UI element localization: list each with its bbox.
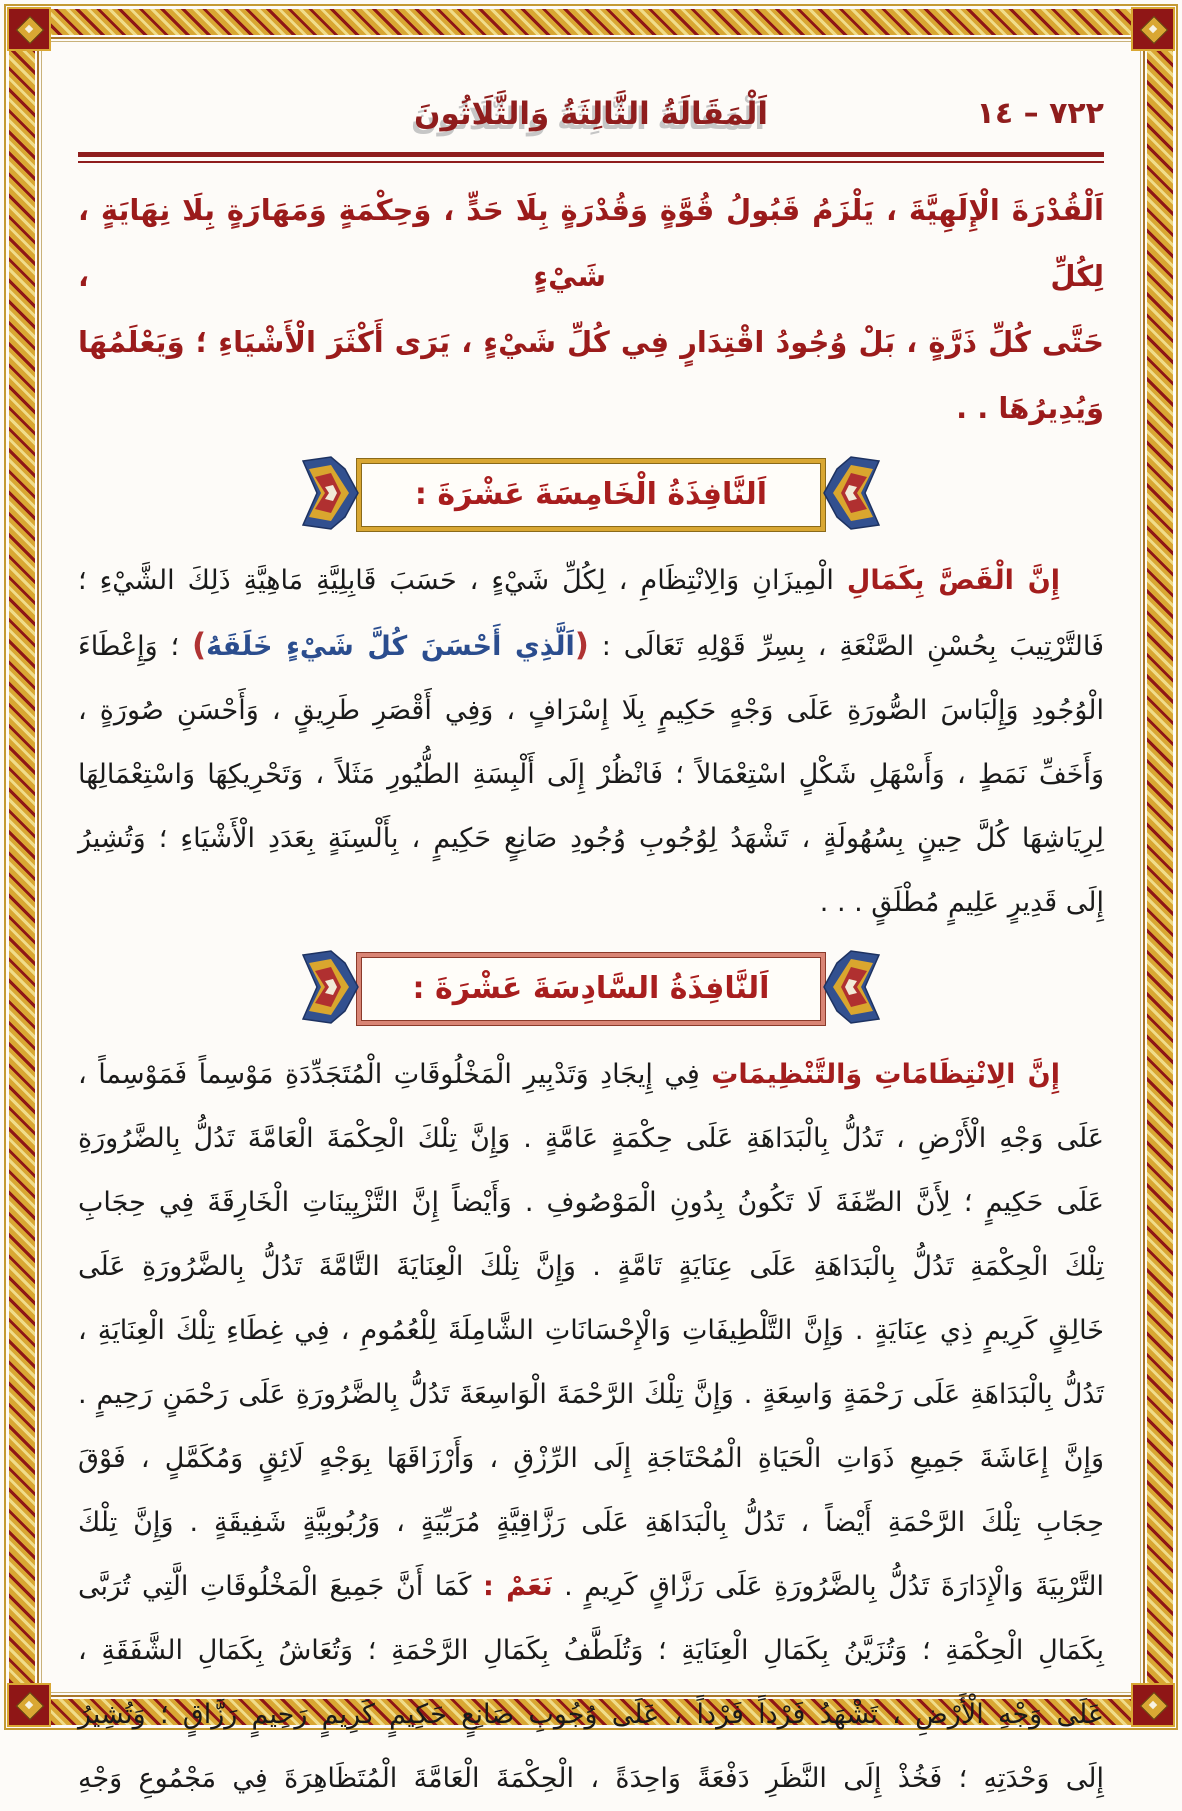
text-line xyxy=(78,807,1104,871)
window-15-title: اَلنَّافِذَةُ الْخَامِسَةَ عَشْرَةَ : xyxy=(414,477,768,512)
border-corner-medallion xyxy=(1131,7,1175,51)
text-line xyxy=(78,177,1104,309)
window-16-title: اَلنَّافِذَةُ السَّادِسَةَ عَشْرَةَ : xyxy=(412,971,770,1006)
text-segment-red: نَعَمْ : xyxy=(482,1571,553,1602)
text-line xyxy=(78,1171,1104,1235)
window-ornament-left-icon xyxy=(823,455,881,535)
text-segment-normal: فِي إِيجَادِ وَتَدْبِيرِ الْمَخْلُوقَاتِ الْمُتَجَدِّدَةِ مَوْسِماً فَمَوْسِماً ، xyxy=(78,1059,712,1090)
window-ornament-left-icon xyxy=(823,949,881,1029)
text-segment-red: إِنَّ الْقَصَّ بِكَمَالِ xyxy=(846,565,1060,596)
text-segment-normal: إِلَى وَحْدَتِهِ ؛ فَخُذْ إِلَى النَّظَرِ دَفْعَةً وَاحِدَةً ، الْحِكْمَةَ الْعَامَّةَ الْمُتَظَاهِرَةَ فِي مَجْمُوعِ وَجْهِ xyxy=(78,1763,1104,1794)
text-segment-normal: فَالتَّرْتِيبَ بِحُسْنِ الصَّنْعَةِ ، بِسِرِّ قَوْلِهِ تَعَالَى : xyxy=(588,631,1104,662)
text-segment-normal: عَلَى حَكِيمٍ ؛ لِأَنَّ الصِّفَةَ لَا تَكُونُ بِدُونِ الْمَوْصُوفِ . وَأَيْضاً إِنَّ التَّزْيِينَاتِ الْخَارِقَةَ فِي حِجَابِ xyxy=(78,1187,1104,1218)
text-line xyxy=(78,871,1104,935)
page-title: اَلْمَقَالَةُ الثَّالِثَةُ وَالثَّلَاثُونَ xyxy=(414,96,768,132)
text-segment-normal: وَأَخَفِّ نَمَطٍ ، وَأَسْهَلِ شَكْلٍ اسْتِعْمَالاً ؛ فَانْظُرْ إِلَى أَلْبِسَةِ الطُّيُورِ مَثَلاً ، وَتَحْرِيكِهَا وَاسْتِعْمَالِهَا xyxy=(78,759,1104,790)
intro-paragraph xyxy=(78,177,1104,441)
header-double-rule xyxy=(78,152,1104,163)
border-corner-medallion xyxy=(7,7,51,51)
border-corner-medallion xyxy=(7,1683,51,1727)
text-segment-normal: تَدُلُّ بِالْبَدَاهَةِ عَلَى رَحْمَةٍ وَاسِعَةٍ . وَإِنَّ تِلْكَ الرَّحْمَةَ الْوَاسِعَةَ تَدُلُّ بِالضَّرُورَةِ عَلَى رَحْمَنٍ رَحِيمٍ . xyxy=(78,1379,1104,1410)
text-line xyxy=(78,309,1104,441)
window-15-box xyxy=(356,458,826,532)
text-line xyxy=(78,1427,1104,1491)
window-15-paragraph xyxy=(78,549,1104,935)
text-segment-normal: التَّرْبِيَةَ وَالْإِدَارَةَ تَدُلُّ بِالضَّرُورَةِ عَلَى رَزَّاقٍ كَرِيمٍ . xyxy=(552,1571,1104,1602)
text-line xyxy=(78,1619,1104,1683)
text-segment-normal: اَلْقُدْرَةَ الْإِلَهِيَّةَ ، يَلْزَمُ قَبُولُ قُوَّةٍ وَقُدْرَةٍ بِلَا حَدٍّ ، وَحِكْمَةٍ وَمَهَارَةٍ بِلَا نِهَايَةٍ ، لِكُلِّ شَيْءٍ ، xyxy=(78,193,1104,293)
text-line xyxy=(78,1683,1104,1747)
window-16-box xyxy=(356,952,826,1026)
text-segment-normal: خَالِقٍ كَرِيمٍ ذِي عِنَايَةٍ . وَإِنَّ التَّلْطِيفَاتِ وَالْإِحْسَانَاتِ الشَّامِلَةَ لِلْعُمُومِ ، فِي غِطَاءِ تِلْكَ الْعِنَايَةِ ، xyxy=(78,1315,1104,1346)
text-line xyxy=(78,1299,1104,1363)
text-segment-normal: ؛ وَإِعْطَاءَ xyxy=(78,631,192,662)
text-segment-normal: تِلْكَ الْحِكْمَةِ تَدُلُّ بِالْبَدَاهَةِ عَلَى عِنَايَةٍ تَامَّةٍ . وَإِنَّ تِلْكَ الْعِنَايَةَ التَّامَّةَ تَدُلُّ بِالضَّرُورَةِ عَلَى xyxy=(78,1251,1104,1282)
window-16-paragraph xyxy=(78,1043,1104,1811)
window-ornament-right-icon xyxy=(301,455,359,535)
text-line xyxy=(78,1043,1104,1107)
text-line xyxy=(78,549,1104,613)
text-line xyxy=(78,1747,1104,1811)
text-segment-quran: اَلَّذِي أَحْسَنَ كُلَّ شَيْءٍ خَلَقَهُ xyxy=(206,631,575,662)
text-segment-normal: إِلَى قَدِيرٍ عَلِيمٍ مُطْلَقٍ . . . xyxy=(819,887,1104,918)
text-segment-normal: الْوُجُودِ وَإِلْبَاسَ الصُّورَةِ عَلَى وَجْهٍ حَكِيمٍ بِلَا إِسْرَافٍ ، وَفِي أَقْصَرِ طَرِيقٍ ، وَأَحْسَنِ صُورَةٍ ، xyxy=(78,695,1104,726)
page-number: ٧٢٢ – ١٤ xyxy=(976,96,1104,131)
text-segment-normal: حَتَّى كُلِّ ذَرَّةٍ ، بَلْ وُجُودُ اقْتِدَارٍ فِي كُلِّ شَيْءٍ ، يَرَى أَكْثَرَ الْأَشْيَاءِ ؛ وَيَعْلَمُهَا وَيُدِيرُهَا . . xyxy=(78,325,1104,425)
text-line xyxy=(78,743,1104,807)
text-segment-normal: عَلَى وَجْهِ الْأَرْضِ ، تَشْهَدُ فَرْداً فَرْداً ، عَلَى وُجُوبِ صَانِعٍ حَكِيمٍ كَرِيمٍ رَحِيمٍ رَزَّاقٍ ؛ وَتُشِيرُ xyxy=(78,1699,1104,1730)
page-content xyxy=(78,82,1104,1794)
window-15-title-box xyxy=(78,445,1104,545)
text-line xyxy=(78,679,1104,743)
page-header xyxy=(78,82,1104,146)
window-16-title-box xyxy=(78,939,1104,1039)
text-segment-normal: الْمِيزَانِ وَالِانْتِظَامِ ، لِكُلِّ شَيْءٍ ، حَسَبَ قَابِلِيَّةِ مَاهِيَّةِ ذَلِكَ الشَّيْءِ ؛ xyxy=(78,565,847,596)
text-segment-normal: حِجَابِ تِلْكَ الرَّحْمَةِ أَيْضاً ، تَدُلُّ بِالْبَدَاهَةِ عَلَى رَزَّاقِيَّةٍ مُرَبِّيَةٍ ، وَرُبُوبِيَّةٍ شَفِيقَةٍ . وَإِنَّ تِلْكَ xyxy=(78,1507,1104,1538)
text-line xyxy=(78,1107,1104,1171)
text-segment-normal: وَإِنَّ إِعَاشَةَ جَمِيعِ ذَوَاتِ الْحَيَاةِ الْمُحْتَاجَةِ إِلَى الرِّزْقِ ، وَأَرْزَاقَهَا بِوَجْهٍ لَائِقٍ وَمُكَمَّلٍ ، فَوْقَ xyxy=(78,1443,1104,1474)
text-line xyxy=(78,1491,1104,1555)
text-line xyxy=(78,1555,1104,1619)
text-line xyxy=(78,613,1104,679)
text-segment-bracket: ( xyxy=(574,627,589,663)
border-corner-medallion xyxy=(1131,1683,1175,1727)
text-line xyxy=(78,1363,1104,1427)
text-segment-bracket: ) xyxy=(191,627,207,663)
text-segment-normal: بِكَمَالِ الْحِكْمَةِ ؛ وَتُزَيَّنُ بِكَمَالِ الْعِنَايَةِ ؛ وَتُلَطَّفُ بِكَمَالِ الرَّحْمَةِ ؛ وَتُعَاشُ بِكَمَالِ الشَّفَقَةِ ، xyxy=(78,1635,1104,1666)
text-segment-normal: لِرِيَاشِهَا كُلَّ حِينٍ بِسُهُولَةٍ ، تَشْهَدُ لِوُجُوبِ وُجُودِ صَانِعٍ حَكِيمٍ ، بِأَلْسِنَةٍ بِعَدَدِ الْأَشْيَاءِ ؛ وَتُشِيرُ xyxy=(78,823,1104,854)
text-segment-normal: عَلَى وَجْهِ الْأَرْضِ ، تَدُلُّ بِالْبَدَاهَةِ عَلَى حِكْمَةٍ عَامَّةٍ . وَإِنَّ تِلْكَ الْحِكْمَةَ الْعَامَّةَ تَدُلُّ بِالضَّرُورَةِ xyxy=(78,1123,1104,1154)
text-line xyxy=(78,1235,1104,1299)
text-segment-red: إِنَّ الِانْتِظَامَاتِ وَالتَّنْظِيمَاتِ xyxy=(711,1059,1060,1090)
text-segment-normal: كَمَا أَنَّ جَمِيعَ الْمَخْلُوقَاتِ الَّتِي تُرَبَّى xyxy=(78,1571,483,1602)
window-ornament-right-icon xyxy=(301,949,359,1029)
